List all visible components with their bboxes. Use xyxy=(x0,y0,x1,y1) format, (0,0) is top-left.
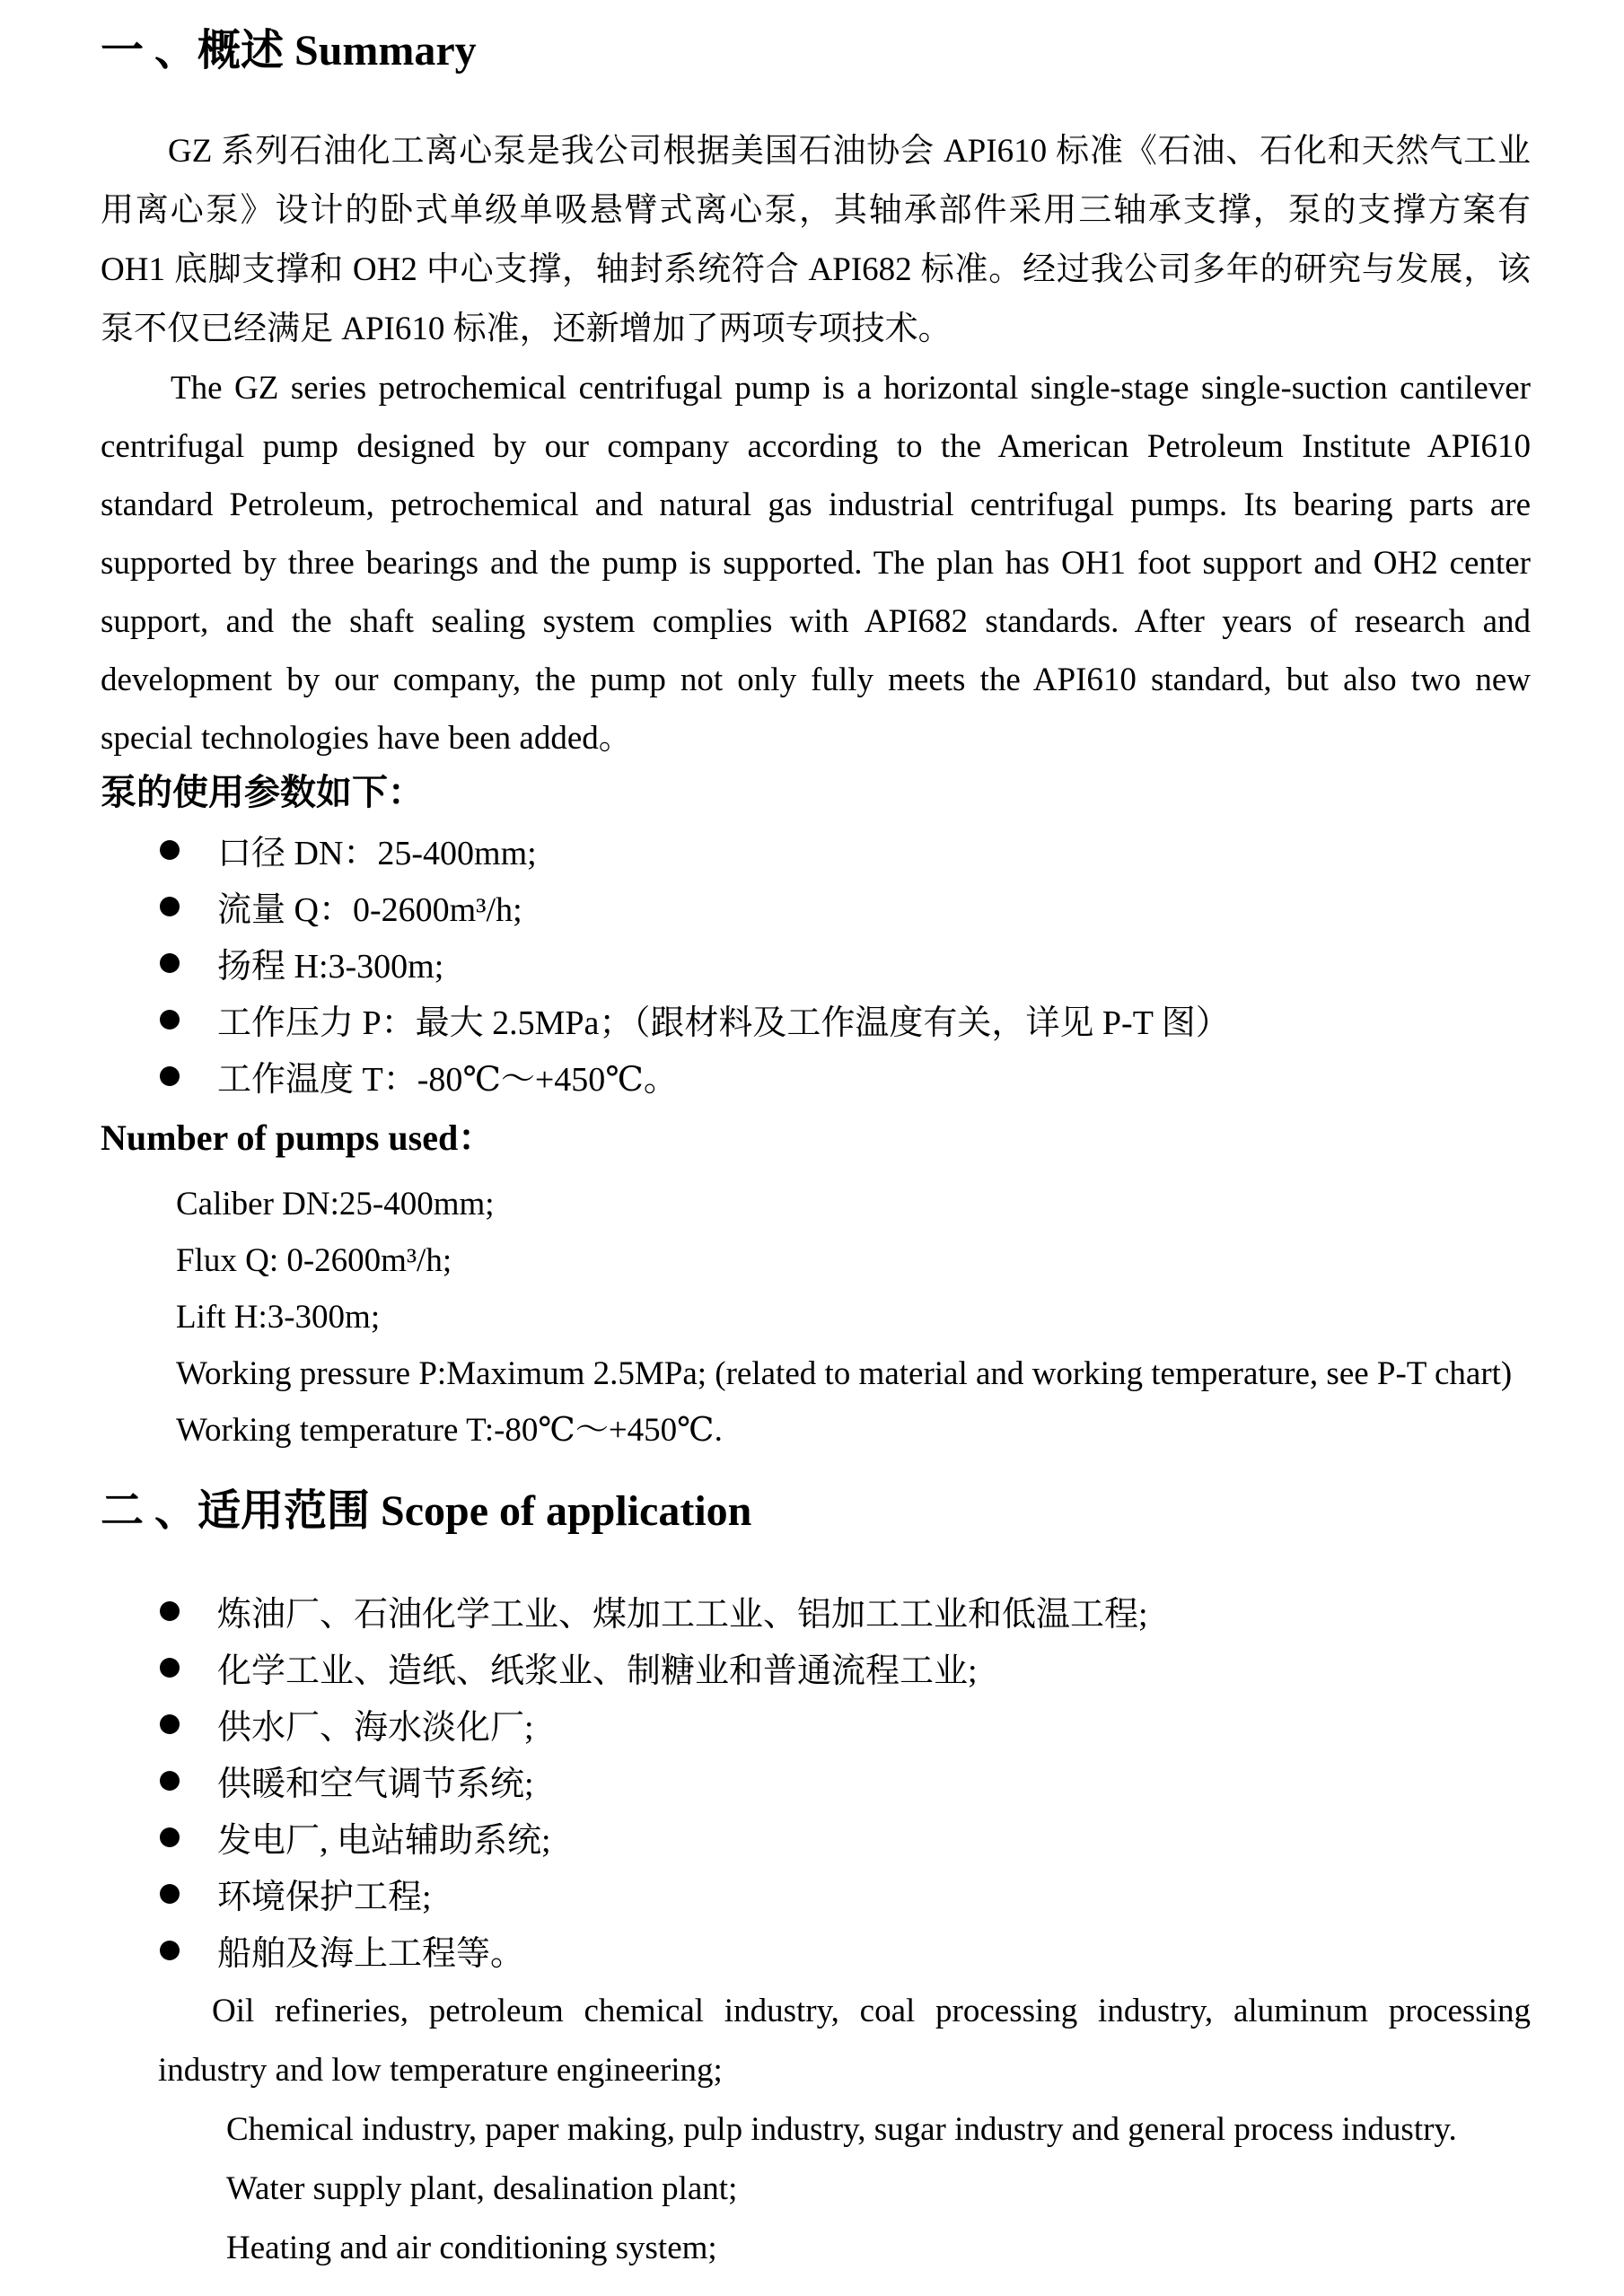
bullet-icon xyxy=(160,840,180,860)
params-list-zh xyxy=(101,821,1531,1104)
bullet-icon xyxy=(160,1884,180,1904)
section2-heading: 二 、适用范围 Scope of application xyxy=(101,1487,752,1535)
list-item: Working temperature T:-80℃～+450℃. xyxy=(176,1412,723,1449)
list-item xyxy=(160,991,1531,1047)
list-item xyxy=(160,1922,1531,1978)
bullet-icon xyxy=(160,1601,180,1621)
list-item xyxy=(160,1752,1531,1809)
list-item: Caliber DN:25-400mm; xyxy=(176,1186,495,1222)
scope-line-en: Heating and air conditioning system; xyxy=(226,2230,717,2266)
params-list-en xyxy=(176,1176,1531,1459)
scope-list-zh xyxy=(101,1582,1531,1978)
scope-paragraph-en: Oil refineries, petroleum chemical industry, coal processing industry, aluminum processing industry and low temperature engineering; xyxy=(158,1993,1531,2089)
bullet-icon xyxy=(160,1827,180,1847)
scope-line-en: Chemical industry, paper making, pulp industry, sugar industry and general process industry. xyxy=(226,2111,1457,2148)
list-item xyxy=(160,1865,1531,1922)
list-item-text: 工作温度 T：-80℃～+450℃。 xyxy=(217,1061,678,1099)
bullet-icon xyxy=(160,1066,180,1086)
list-item-text: 流量 Q：0-2600m³/h; xyxy=(217,891,522,929)
bullet-icon xyxy=(160,1941,180,1960)
params-heading-en: Number of pumps used： xyxy=(101,1117,495,1158)
list-item-text: 供水厂、海水淡化厂; xyxy=(217,1709,534,1747)
bullet-icon xyxy=(160,1010,180,1030)
list-item xyxy=(160,1639,1531,1696)
list-item-text: 环境保护工程; xyxy=(217,1879,432,1916)
bullet-icon xyxy=(160,1714,180,1734)
list-item xyxy=(160,1809,1531,1865)
summary-paragraph-en: The GZ series petrochemical centrifugal pump is a horizontal single-stage single-suction cantilever centrifugal pump designed by our company according to the American Petroleum Institute API610 standard Petroleum, petrochemical and natural gas industrial centrifugal pumps. Its bearing parts are supported by three bearings and the pump is supported. The plan has OH1 foot support and OH2 center support, and the shaft sealing system complies with API682 standards. After years of research and development by our company, the pump not only fully meets the API610 standard, but also two new special technologies have been added。 xyxy=(101,370,1531,757)
list-item xyxy=(160,1582,1531,1639)
list-item xyxy=(160,1696,1531,1752)
list-item-text: 扬程 H:3-300m; xyxy=(217,948,444,986)
params-heading-zh: 泵的使用参数如下： xyxy=(101,772,424,812)
list-item-text: 供暖和空气调节系统; xyxy=(217,1766,534,1803)
bullet-icon xyxy=(160,1771,180,1791)
summary-paragraph-zh: GZ 系列石油化工离心泵是我公司根据美国石油协会 API610 标准《石油、石化和天然气工业用离心泵》设计的卧式单级单吸悬臂式离心泵，其轴承部件采用三轴承支撑，泵的支撑方案有 OH1 底脚支撑和 OH2 中心支撑，轴封系统符合 API682 标准。经过我公司多年的研究与发展，该泵不仅已经满足 API610 标准，还新增加了两项专项技术。 xyxy=(101,133,1531,347)
list-item: Flux Q: 0-2600m³/h; xyxy=(176,1242,452,1279)
list-item xyxy=(160,878,1531,934)
list-item: Working pressure P:Maximum 2.5MPa; (related to material and working temperature, see P-T chart) xyxy=(176,1355,1513,1392)
section1-heading: 一 、概述 Summary xyxy=(101,27,477,74)
bullet-icon xyxy=(160,1658,180,1678)
list-item-text: 口径 DN：25-400mm; xyxy=(217,835,537,872)
list-item xyxy=(160,934,1531,991)
list-item xyxy=(160,821,1531,878)
list-item-text: 船舶及海上工程等。 xyxy=(217,1935,525,1973)
bullet-icon xyxy=(160,953,180,973)
bullet-icon xyxy=(160,897,180,916)
list-item-text: 化学工业、造纸、纸浆业、制糖业和普通流程工业; xyxy=(217,1652,978,1690)
list-item-text: 炼油厂、石油化学工业、煤加工工业、铝加工工业和低温工程; xyxy=(217,1596,1148,1634)
list-item xyxy=(160,1047,1531,1104)
scope-line-en: Water supply plant, desalination plant; xyxy=(226,2170,738,2207)
list-item-text: 发电厂, 电站辅助系统; xyxy=(217,1822,551,1860)
list-item-text: 工作压力 P：最大 2.5MPa；（跟材料及工作温度有关，详见 P-T 图） xyxy=(217,1004,1230,1042)
list-item: Lift H:3-300m; xyxy=(176,1299,381,1336)
